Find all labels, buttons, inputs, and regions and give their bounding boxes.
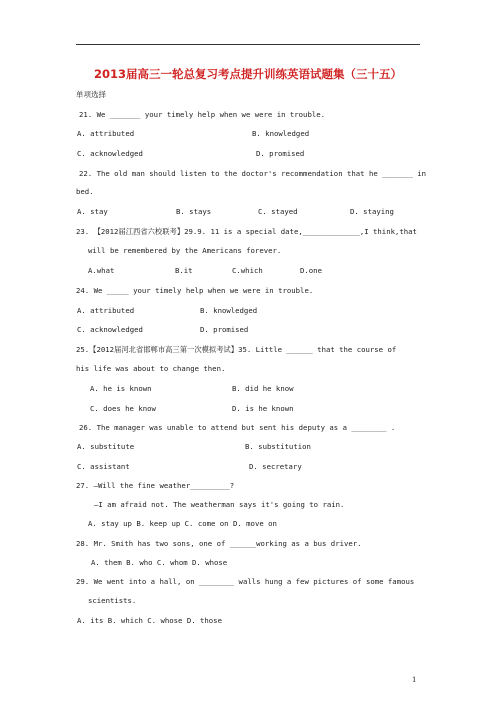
text-line: A.what	[88, 266, 115, 275]
text-line: B.it	[175, 266, 193, 275]
text-line: B. knowledged	[200, 306, 258, 315]
text-line: D. promised	[256, 149, 305, 158]
text-line: B. substitution	[245, 442, 311, 451]
page-number: 1	[412, 676, 417, 684]
text-line: 27. —Will the fine weather_________?	[76, 481, 235, 490]
text-line: C. acknowledged	[77, 149, 143, 158]
text-line: C. assistant	[77, 462, 130, 471]
text-line: D. is he known	[232, 404, 294, 413]
text-line: C. acknowledged	[77, 325, 143, 334]
text-line: bed.	[76, 187, 94, 196]
text-line: C.which	[232, 266, 263, 275]
text-line: A. them B. who C. whom D. whose	[91, 558, 228, 567]
text-line: will be remembered by the Americans forever.	[88, 246, 282, 255]
text-line: —I am afraid not. The weatherman says it's going to rain.	[94, 500, 345, 509]
text-line: 26. The manager was unable to attend but sent his deputy as a ________ .	[79, 423, 396, 432]
text-line: A. attributed	[77, 129, 135, 138]
text-line: B. did he know	[232, 384, 294, 393]
text-line: 24. We _____ your timely help when we were in trouble.	[76, 286, 314, 295]
text-line: 21. We _______ your timely help when we were in trouble.	[79, 110, 326, 119]
text-line: C. does he know	[90, 404, 156, 413]
text-line: A. stay up B. keep up C. come on D. move on	[88, 519, 277, 528]
text-line: 23. 【2012届江西省六校联考】29.9. 11 is a special date,_____________,I think,that	[76, 227, 417, 236]
text-line: his life was about to change then.	[76, 364, 226, 373]
text-line: A. stay	[77, 207, 108, 216]
document-title: 2013届高三一轮总复习考点提升训练英语试题集（三十五）	[93, 67, 402, 81]
text-line: D. secretary	[249, 462, 302, 471]
text-line: D.one	[300, 266, 322, 275]
text-line: 29. We went into a hall, on ________ walls hung a few pictures of some famous	[76, 577, 415, 586]
header-rule	[76, 44, 420, 45]
text-line: 25.【2012届河北省邯郸市高三第一次模拟考试】35. Little ______ that the course of	[76, 345, 397, 354]
section-heading: 单项选择	[76, 90, 106, 99]
text-line: A. substitute	[77, 442, 135, 451]
text-line: A. he is known	[90, 384, 152, 393]
text-line: D. staying	[350, 207, 394, 216]
text-line: 22. The old man should listen to the doctor's recommendation that he _______ in	[79, 169, 427, 178]
text-line: D. promised	[200, 325, 249, 334]
text-line: scientists.	[88, 596, 137, 605]
text-line: B. knowledged	[252, 129, 310, 138]
text-line: B. stays	[176, 207, 212, 216]
text-line: A. attributed	[77, 306, 135, 315]
text-line: 28. Mr. Smith has two sons, one of ______working as a bus driver.	[76, 539, 362, 548]
text-line: C. stayed	[258, 207, 298, 216]
text-line: A. its B. which C. whose D. those	[77, 616, 222, 625]
